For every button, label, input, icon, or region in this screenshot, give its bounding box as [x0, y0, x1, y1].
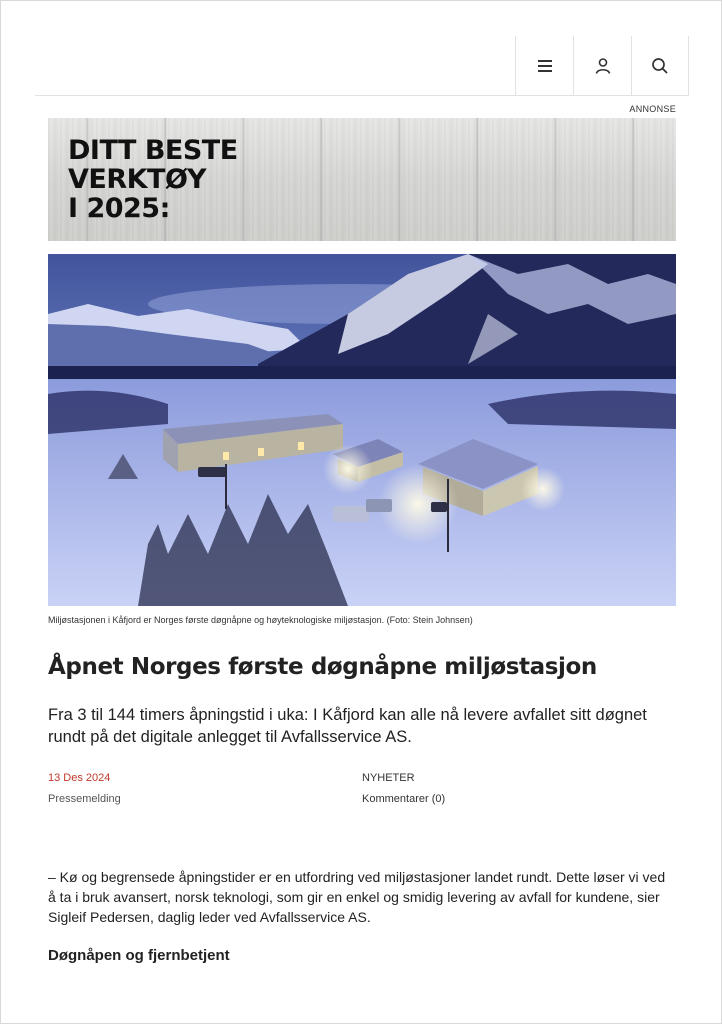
hamburger-menu-icon — [535, 56, 555, 76]
ad-banner[interactable] — [48, 118, 676, 241]
article-source: Pressemelding — [48, 793, 121, 805]
article-subheading: Døgnåpen og fjernbetjent — [48, 947, 230, 964]
search-icon — [650, 56, 670, 76]
ad-banner-text: DITT BESTE VERKTØY I 2025: — [68, 135, 238, 224]
article-date: 13 Des 2024 — [48, 772, 111, 784]
site-header — [35, 36, 689, 96]
menu-button[interactable] — [515, 36, 573, 95]
ad-label: ANNONSE — [629, 104, 676, 114]
article-category[interactable]: NYHETER — [362, 772, 415, 784]
user-button[interactable] — [573, 36, 631, 95]
article-lead: Fra 3 til 144 timers åpningstid i uka: I Kåfjord kan alle nå levere avfallet sitt døgnet rundt på det digitale anlegget til Avfallsservice AS. — [48, 706, 647, 746]
article-title: Åpnet Norges første døgnåpne miljøstasjon — [48, 654, 597, 680]
header-icons — [515, 36, 689, 95]
article-hero-image — [48, 254, 676, 606]
comments-link[interactable]: Kommentarer (0) — [362, 793, 446, 805]
user-icon — [593, 56, 613, 76]
article-body-paragraph: – Kø og begrensede åpningstider er en utfordring ved miljøstasjoner landet rundt. Dette løser vi ved å ta i bruk avansert, norsk teknologi, som gir en enkel og smidig levering av avfall for kundene, sier Sigleif Pedersen, daglig leder ved Avfallsservice AS. — [48, 869, 666, 925]
image-caption: Miljøstasjonen i Kåfjord er Norges første døgnåpne og høyteknologiske miljøstasjon. (Foto: Stein Johnsen) — [48, 615, 473, 625]
search-button[interactable] — [631, 36, 689, 95]
